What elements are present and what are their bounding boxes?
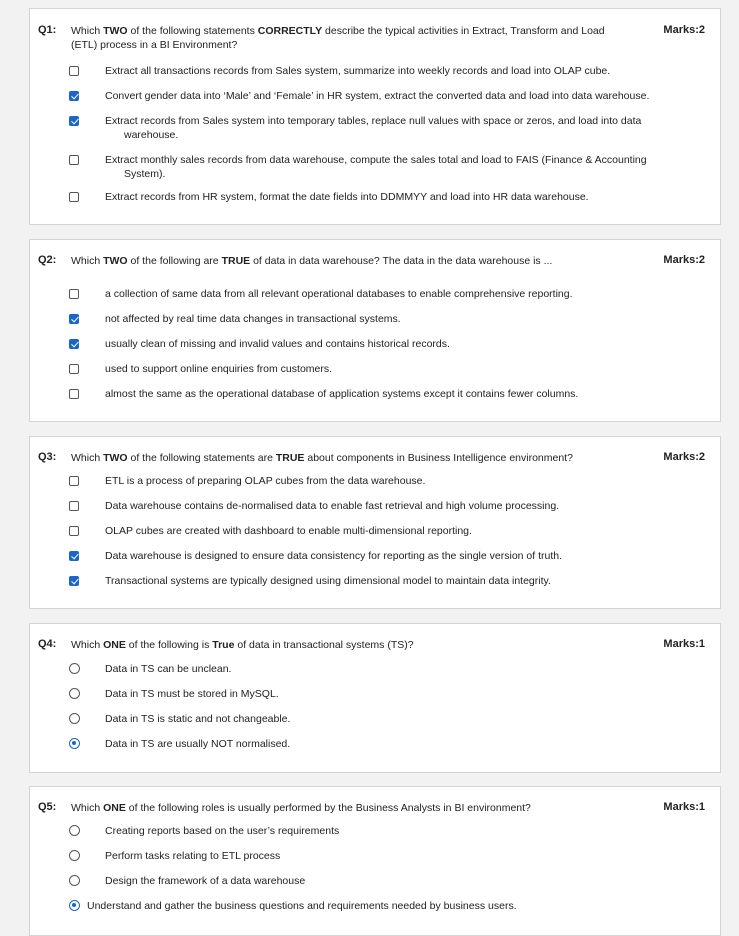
question-number: Q3:	[38, 451, 57, 463]
option-label: Data in TS is static and not changeable.	[105, 713, 291, 725]
option-label: Understand and gather the business questions and requirements needed by business users.	[87, 900, 517, 912]
question-card-q5	[29, 786, 721, 936]
option-label: Extract records from Sales system into temporary tables, replace null values with space or zeros, and load into data warehouse.	[105, 115, 642, 141]
option-label: Data warehouse contains de-normalised data to enable fast retrieval and high volume processing.	[105, 500, 560, 512]
radio-button[interactable]	[69, 663, 80, 674]
question-card-q1	[29, 8, 721, 225]
checkbox-checked[interactable]	[69, 339, 79, 349]
option-label: almost the same as the operational database of application systems except it contains fewer columns.	[105, 388, 579, 400]
radio-button[interactable]	[69, 825, 80, 836]
question-number: Q1:	[38, 24, 57, 36]
option-label: Extract monthly sales records from data warehouse, compute the sales total and load to FAIS (Finance & Accounting System).	[105, 154, 647, 180]
option-label: Transactional systems are typically designed using dimensional model to maintain data integrity.	[105, 575, 551, 587]
checkbox-checked[interactable]	[69, 551, 79, 561]
radio-button[interactable]	[69, 713, 80, 724]
checkbox-checked[interactable]	[69, 576, 79, 586]
checkbox[interactable]	[69, 364, 79, 374]
marks-label: Marks:2	[663, 451, 705, 463]
checkbox[interactable]	[69, 155, 79, 165]
question-card-q3	[29, 436, 721, 609]
checkbox[interactable]	[69, 501, 79, 511]
radio-button[interactable]	[69, 875, 80, 886]
marks-label: Marks:1	[663, 801, 705, 813]
option-label: ETL is a process of preparing OLAP cubes from the data warehouse.	[105, 475, 426, 487]
radio-button-selected[interactable]	[69, 738, 80, 749]
question-number: Q4:	[38, 638, 57, 650]
marks-label: Marks:2	[663, 24, 705, 36]
option-label: Data in TS can be unclean.	[105, 663, 232, 675]
radio-button-selected[interactable]	[69, 900, 80, 911]
question-card-q2	[29, 239, 721, 422]
option-label: Extract all transactions records from Sales system, summarize into weekly records and load into OLAP cube.	[105, 65, 611, 77]
option-label: OLAP cubes are created with dashboard to enable multi-dimensional reporting.	[105, 525, 472, 537]
question-number: Q2:	[38, 254, 57, 266]
option-label: Extract records from HR system, format the date fields into DDMMYY and load into HR data warehouse.	[105, 191, 589, 203]
checkbox[interactable]	[69, 476, 79, 486]
checkbox[interactable]	[69, 389, 79, 399]
checkbox-checked[interactable]	[69, 116, 79, 126]
question-number: Q5:	[38, 801, 57, 813]
option-label: Perform tasks relating to ETL process	[105, 850, 281, 862]
checkbox-checked[interactable]	[69, 91, 79, 101]
question-text: Which ONE of the following roles is usually performed by the Business Analysts in BI environment?	[71, 802, 531, 814]
question-text: Which TWO of the following are TRUE of data in data warehouse? The data in the data warehouse is ...	[71, 255, 553, 267]
marks-label: Marks:1	[663, 638, 705, 650]
radio-button[interactable]	[69, 688, 80, 699]
option-label: Design the framework of a data warehouse	[105, 875, 306, 887]
option-label: used to support online enquiries from customers.	[105, 363, 333, 375]
question-text: Which TWO of the following statements CORRECTLY describe the typical activities in Extract, Transform and Load (ETL) process in a BI Environment?	[71, 25, 605, 51]
radio-button[interactable]	[69, 850, 80, 861]
question-text: Which ONE of the following is True of data in transactional systems (TS)?	[71, 639, 414, 651]
option-label: usually clean of missing and invalid values and contains historical records.	[105, 338, 450, 350]
option-label: Convert gender data into ‘Male’ and ‘Female’ in HR system, extract the converted data and load into data warehouse.	[105, 90, 650, 102]
checkbox[interactable]	[69, 526, 79, 536]
checkbox[interactable]	[69, 192, 79, 202]
option-label: a collection of same data from all relevant operational databases to enable comprehensive reporting.	[105, 288, 573, 300]
question-card-q4	[29, 623, 721, 773]
option-label: Data warehouse is designed to ensure data consistency for reporting as the single version of truth.	[105, 550, 563, 562]
marks-label: Marks:2	[663, 254, 705, 266]
checkbox-checked[interactable]	[69, 314, 79, 324]
question-text: Which TWO of the following statements are TRUE about components in Business Intelligence environment?	[71, 452, 573, 464]
option-label: not affected by real time data changes in transactional systems.	[105, 313, 401, 325]
checkbox[interactable]	[69, 289, 79, 299]
option-label: Creating reports based on the user’s requirements	[105, 825, 340, 837]
checkbox[interactable]	[69, 66, 79, 76]
option-label: Data in TS are usually NOT normalised.	[105, 738, 291, 750]
option-label: Data in TS must be stored in MySQL.	[105, 688, 279, 700]
